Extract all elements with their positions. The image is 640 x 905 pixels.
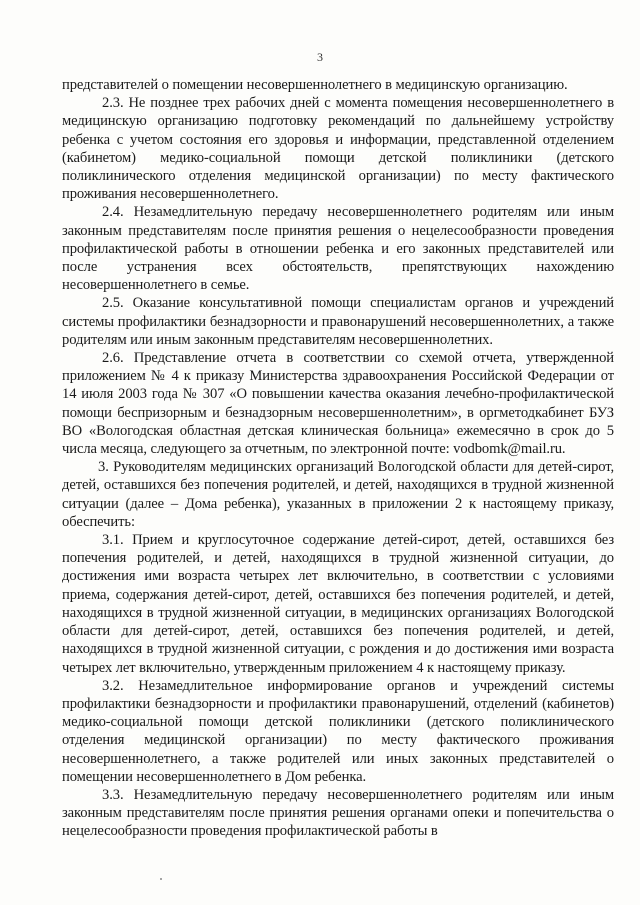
document-body [62,76,614,841]
page-number: 3 [317,50,323,64]
paragraph-2-4: 2.4. Незамедлительную передачу несовершеннолетнего родителям или иным законным представителям после принятия решения о нецелесообразности проведения профилактической работы в отношении ребенка и его законных представителей или после устранения всех обстоятельств, препятствующих нахождению несовершеннолетнего в семье. [62,204,614,294]
paragraph-3-3: 3.3. Незамедлительную передачу несовершеннолетнего родителям или иным законным представителям после принятия решения органами опеки и попечительства о нецелесообразности проведения профилактической работы в [62,786,614,840]
paragraph-3-1: 3.1. Прием и круглосуточное содержание детей-сирот, детей, оставшихся без попечения родителей, и детей, находящихся в трудной жизненной ситуации, до достижения ими возраста четырех лет включительно, в соответствии с условиями приема, содержания детей-сирот, детей, оставшихся без попечения родителей, и детей, находящихся в трудной жизненной ситуации, в медицинских организациях Вологодской области для детей-сирот, детей, оставшихся без попечения родителей, и детей, находящихся в трудной жизненной ситуации, с рождения и до достижения ими возраста четырех лет включительно, утвержденным приложением 4 к настоящему приказу. [62,532,614,676]
paragraph-2-5: 2.5. Оказание консультативной помощи специалистам органов и учреждений системы профилактики безнадзорности и правонарушений несовершеннолетних, а также родителям или иным законным представителям несовершеннолетних. [62,295,614,348]
paragraph-continuation: представителей о помещении несовершеннолетнего в медицинскую организацию. [62,77,568,93]
scan-speck [160,878,162,880]
paragraph-2-6: 2.6. Представление отчета в соответствии со схемой отчета, утвержденной приложением № 4 к приказу Министерства здравоохранения Российской Федерации от 14 июля 2003 года № 307 «О повышении качества оказания лечебно-профилактической помощи беспризорным и безнадзорным несовершеннолетним», в оргметодкабинет БУЗ ВО «Вологодская областная детская клиническая больница» ежемесячно в срок до 5 числа месяца, следующего за отчетным, по электронной почте: vodbomk@mail.ru. [62,350,614,458]
paragraph-2-3: 2.3. Не позднее трех рабочих дней с момента помещения несовершеннолетнего в медицинскую организацию подготовку рекомендаций по дальнейшему устройству ребенка с учетом состояния его здоровья и информации, представленной отделением (кабинетом) медико-социальной помощи детской поликлиники (детского поликлинического отделения медицинской организации) по месту фактического проживания несовершеннолетнего. [62,95,614,203]
paragraph-3: 3. Руководителям медицинских организаций Вологодской области для детей-сирот, детей, оставшихся без попечения родителей, и детей, находящихся в трудной жизненной ситуации (далее – Дома ребенка), указанных в приложении 2 к настоящему приказу, обеспечить: [62,459,614,530]
paragraph-3-2: 3.2. Незамедлительное информирование органов и учреждений системы профилактики безнадзорности и профилактики правонарушений, отделений (кабинетов) медико-социальной помощи детской поликлиники (детского поликлинического отделения медицинской организации) по месту фактического проживания несовершеннолетнего, а также родителей или иных законных представителей о помещении несовершеннолетнего в Дом ребенка. [62,677,614,785]
